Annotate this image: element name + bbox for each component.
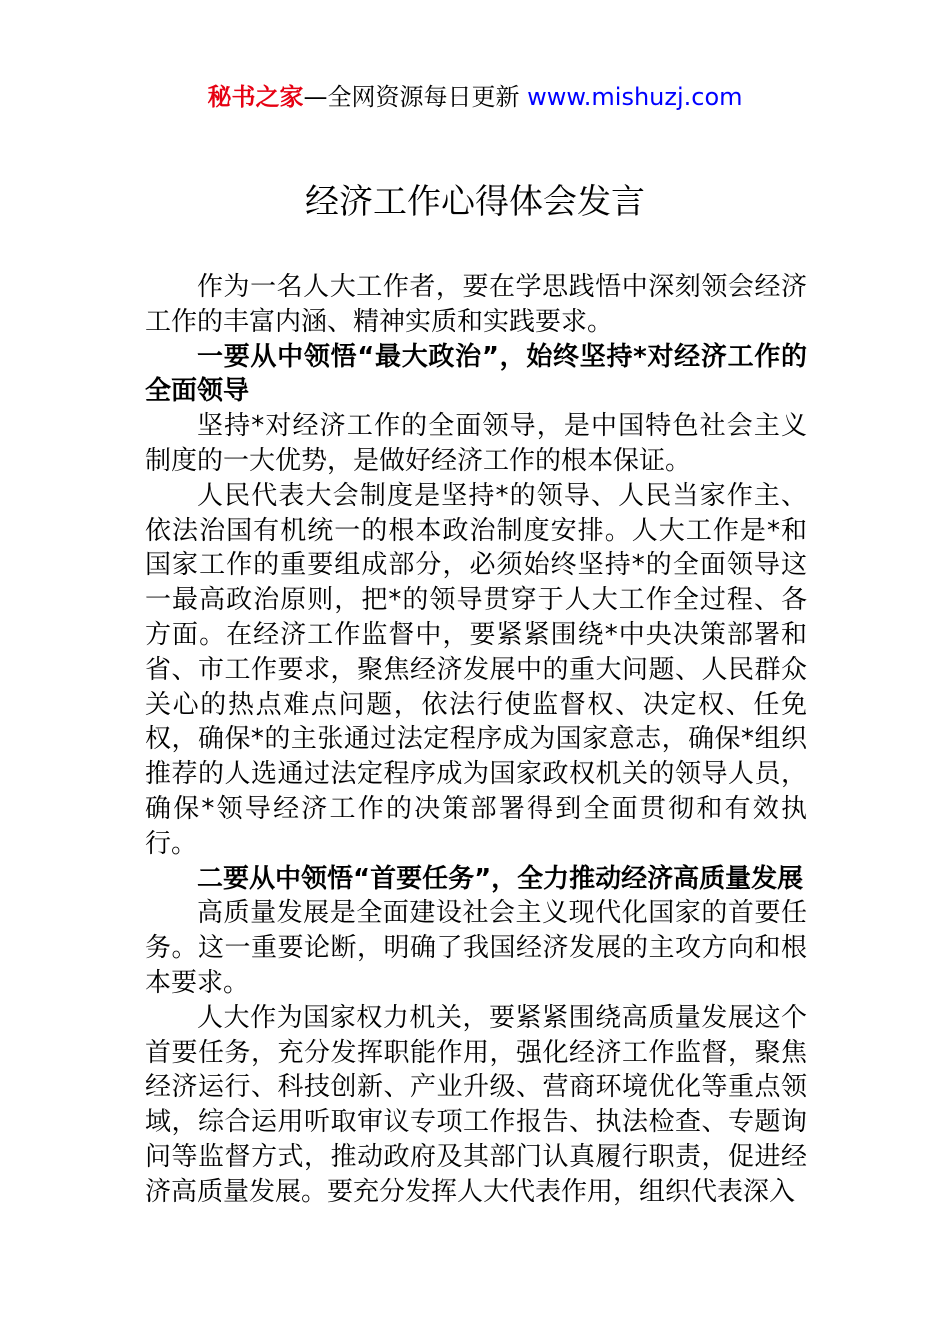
body-paragraph: 人大作为国家权力机关，要紧紧围绕高质量发展这个首要任务，充分发挥职能作用，强化经济工作监督，聚焦经济运行、科技创新、产业升级、营商环境优化等重点领域，综合运用听取审议专项工作报告、执法检查、专题询问等监督方式，推动政府及其部门认真履行职责，促进经济高质量发展。要充分发挥人大代表作用，组织代表深入 xyxy=(145,1002,807,1207)
site-url-link[interactable]: www.mishuzj.com xyxy=(527,83,743,111)
section-heading-2: 二要从中领悟“首要任务”，全力推动经济高质量发展 xyxy=(197,863,804,894)
site-brand: 秘书之家 xyxy=(207,83,304,111)
section-heading-1: 一要从中领悟“最大政治”，始终坚持*对经济工作的全面领导 xyxy=(145,341,807,407)
body-paragraph: 人民代表大会制度是坚持*的领导、人民当家作主、依法治国有机统一的根本政治制度安排。人大工作是*和国家工作的重要组成部分，必须始终坚持*的全面领导这一最高政治原则，把*的领导贯穿于人大工作全过程、各方面。在经济工作监督中，要紧紧围绕*中央决策部署和省、市工作要求，聚焦经济发展中的重大问题、人民群众关心的热点难点问题，依法行使监督权、决定权、任免权，确保*的主张通过法定程序成为国家意志，确保*组织推荐的人选通过法定程序成为国家政权机关的领导人员，确保*领导经济工作的决策部署得到全面贯彻和有效执行。 xyxy=(145,480,807,859)
document-title: 经济工作心得体会发言 xyxy=(305,182,645,222)
document-body xyxy=(145,270,807,1210)
site-header xyxy=(0,80,950,114)
body-paragraph: 高质量发展是全面建设社会主义现代化国家的首要任务。这一重要论断，明确了我国经济发展的主攻方向和根本要求。 xyxy=(145,898,807,998)
intro-paragraph: 作为一名人大工作者，要在学思践悟中深刻领会经济工作的丰富内涵、精神实质和实践要求。 xyxy=(145,272,807,337)
site-tagline: —全网资源每日更新 xyxy=(303,83,528,111)
body-paragraph: 坚持*对经济工作的全面领导，是中国特色社会主义制度的一大优势，是做好经济工作的根本保证。 xyxy=(145,411,807,476)
